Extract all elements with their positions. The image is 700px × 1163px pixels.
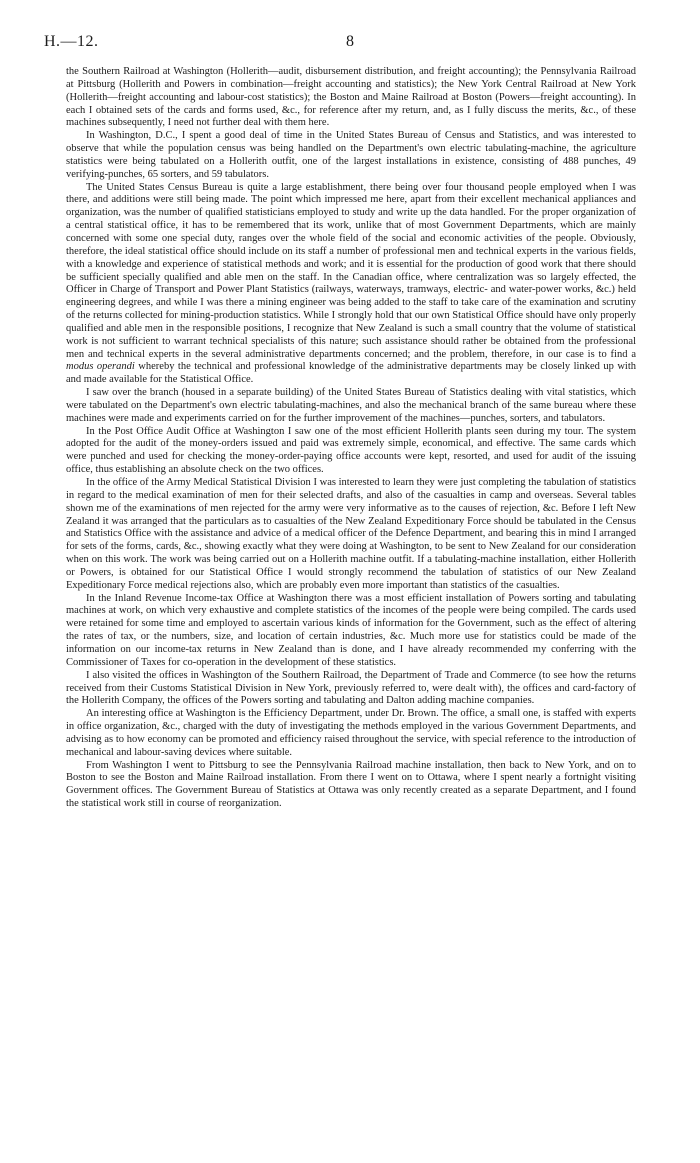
italic-phrase: modus operandi bbox=[66, 361, 135, 373]
paragraph-vital-statistics: I saw over the branch (housed in a separate building) of the United States Bureau of Statistics dealing with vital statistics, which were tabulated on the Department's own electric tabulating-machines, and also the mechanical branch of the same bureau where these machines were made and experiments carried on for the further improvement of the machines—punches, sorters, and tabulators. bbox=[66, 387, 636, 424]
paragraph-text-continued: whereby the technical and professional knowledge of the administrative departments may be closely linked up with and made available for the Statistical Office. bbox=[66, 361, 636, 386]
paragraph-other-offices: I also visited the offices in Washington of the Southern Railroad, the Department of Trade and Commerce (to see how the returns received from their Customs Statistical Division in New York, previously referred to, were dealt with), the offices and card-factory of the Hollerith Company, the offices of the Powers sorting and tabulating and Dalton adding machine companies. bbox=[66, 669, 636, 707]
paragraph-post-office-audit: In the Post Office Audit Office at Washington I saw one of the most efficient Hollerith plants seen during my tour. The system adopted for the audit of the money-orders issued and paid was extremely simple, economical, and effective. The same cards which were punched and used for checking the money-order-paying office accounts were kept, resorted, and used for audit of the issuing office, thus establishing an absolute check on the two offices. bbox=[66, 425, 636, 476]
paragraph-statistical-office-organization bbox=[66, 182, 636, 388]
paragraph-efficiency-department: An interesting office at Washington is the Efficiency Department, under Dr. Brown. The office, a small one, is staffed with experts in office organization, &c., charged with the duty of investigating the methods employed in the various Government Departments, and advising as to how economy can be promoted and efficiency raised throughout the service, with special reference to the introduction of mechanical and labour-saving devices where suitable. bbox=[66, 708, 636, 758]
section-reference: H.—12. bbox=[44, 33, 99, 50]
page-number: 8 bbox=[346, 33, 354, 50]
paragraph-income-tax: In the Inland Revenue Income-tax Office at Washington there was a most efficient installation of Powers sorting and tabulating machines at work, on which very exhaustive and complete statistics of the incomes of the people were being compiled. The cards used were retained for some time and employed to ascertain various kinds of information for the Government, such as the effect of altering the rates of tax, or the numbers, size, and location of certain industries, &c. Much more use for statistics could be made of the information on our income-tax returns in New Zealand than is done, and I have already recommended my conferring with the Commissioner of Taxes for co-operation in the development of these statistics. bbox=[66, 592, 636, 668]
paragraph-railroad-visits: the Southern Railroad at Washington (Hollerith—audit, disbursement distribution, and freight accounting); the Pennsylvania Railroad at Pittsburg (Hollerith and Powers in combination—freight accounting and statistics); the New York Central Railroad at New York (Hollerith—freight accounting and labour-cost statistics); the Boston and Maine Railroad at Boston (Powers—freight accounting). In each I obtained sets of the cards and forms used, &c., for reference after my return, and, as I fully discuss the merits, &c., of these machines subsequently, I need not further deal with them here. bbox=[66, 66, 636, 129]
paragraph-text: The United States Census Bureau is quite a large establishment, there being over four thousand people employed when I was there, and additions were still being made. The point which impressed me here, apart from their excellent mechanical appliances and organization, was the number of qualified statisticians employed to study and write up the data handled. For the proper organization of a central statistical office, it has to be remembered that its work, unlike that of most Government Departments, which are mainly concerned with some one special duty, ranges over the whole field of the social and economic activities of the people. Obviously, therefore, the ideal statistical office should include on its staff a number of professional men and technical experts in the various fields, with a knowledge and experience of statistical methods and work; and it is essential for the production of good work that there should be sufficient specially qualified and able men on the staff. In the Canadian office, where centralization was so largely effected, the Officer in Charge of Transport and Power Plant Statistics (railways, waterways, tramways, electric- and water-power works, &c.) held engineering degrees, and while I was there a mining engineer was being added to the staff to take care of the examination and scrutiny of the returns collected for mining-production statistics. While I strongly hold that our own Statistical Office should have only properly qualified and able men in the responsible positions, I recognize that New Zealand is such a small country that the volume of statistical work is not sufficient to warrant technical specialists of this nature; such assistance should rather be obtained from the professional men and technical experts in the several administrative departments concerned; and the problem, therefore, in our case is to find a bbox=[66, 181, 636, 360]
document-body bbox=[66, 66, 636, 811]
page-header bbox=[44, 33, 656, 53]
paragraph-census-bureau: In Washington, D.C., I spent a good deal of time in the United States Bureau of Census and Statistics, and was interested to observe that while the population census was being handled on the Department's own electric tabulating-machine, the agriculture statistics were being tabulated on a Hollerith outfit, one of the largest installations in existence, consisting of 488 punches, 49 verifying-punches, 65 sorters, and 59 tabulators. bbox=[66, 130, 636, 180]
paragraph-pittsburg-boston-ottawa: From Washington I went to Pittsburg to see the Pennsylvania Railroad machine installation, then back to New York, and on to Boston to see the Boston and Maine Railroad installation. From there I went on to Ottawa, where I spent nearly a fortnight visiting Government offices. The Government Bureau of Statistics at Ottawa was only recently created as a separate Department, and I found the statistical work still in course of reorganization. bbox=[66, 759, 636, 810]
paragraph-army-medical: In the office of the Army Medical Statistical Division I was interested to learn they were just completing the tabulation of statistics in regard to the medical examination of men for their selected drafts, and also of the casualties in camp and overseas. Several tables shown me of the examinations of men rejected for the army were very informative as to the causes of rejection, &c. Before I left New Zealand it was arranged that the particulars as to casualties of the New Zealand Expeditionary Force should be tabulated in the Census and Statistics Office with the assistance and advice of a medical officer of the Defence Department, and bearing this in mind I arranged for sets of the forms, cards, &c., showing exactly what they were doing at Washington, to be sent to New Zealand for our consideration when on this work. The work was being carried out on a Hollerith machine outfit. If a tabulating-machine installation, either Hollerith or Powers, is obtained for our Statistical Office I would strongly recommend the tabulation of statistics of our New Zealand Expeditionary Force medical rejections also, which are probably even more important than statistics of the casualties. bbox=[66, 477, 636, 591]
